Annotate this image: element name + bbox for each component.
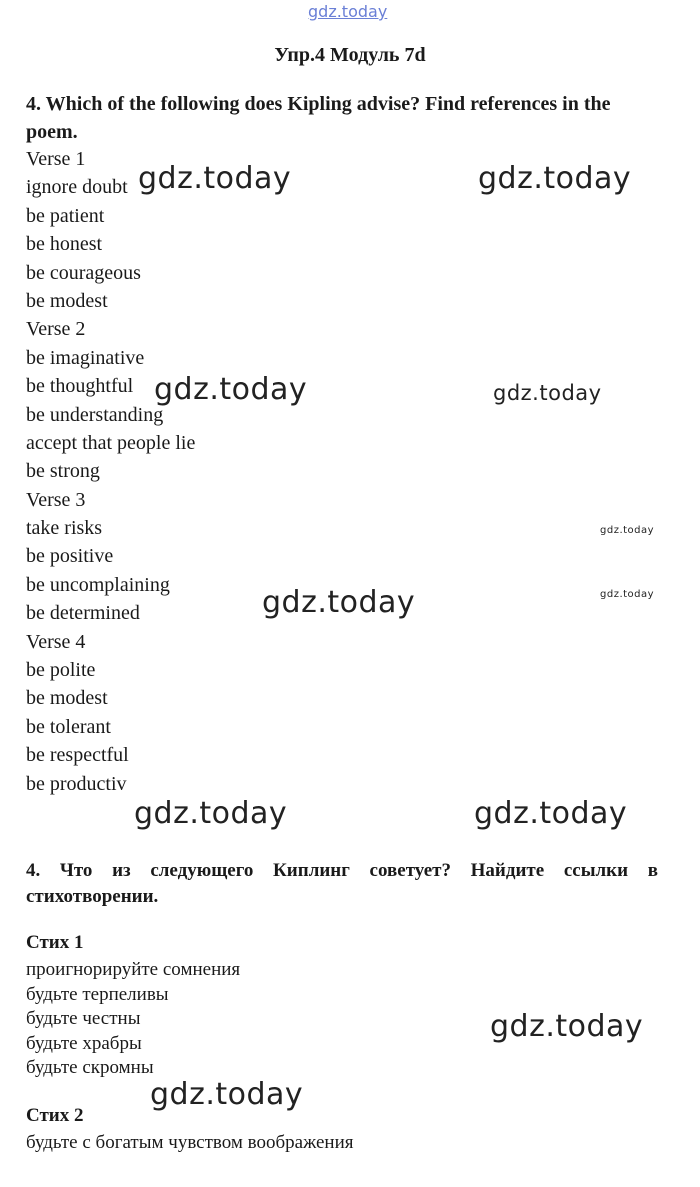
list-item: be patient <box>26 204 105 227</box>
list-item: be thoughtful <box>26 375 134 398</box>
watermark: gdz.today <box>150 1077 304 1112</box>
list-item: be respectful <box>26 744 129 767</box>
list-item: be courageous <box>26 261 141 284</box>
russian-verse-2-title: Стих 2 <box>26 1105 84 1126</box>
russian-verse-1-title: Стих 1 <box>26 932 84 953</box>
watermark: gdz.today <box>490 1009 644 1044</box>
list-item: be modest <box>26 289 108 312</box>
watermark: gdz.today <box>600 525 655 536</box>
watermark: gdz.today <box>474 796 628 831</box>
list-item: будьте скромны <box>26 1057 154 1078</box>
list-item: be honest <box>26 233 103 256</box>
list-item: take risks <box>26 517 103 540</box>
list-item: be strong <box>26 460 100 483</box>
list-item: проигнорируйте сомнения <box>26 959 241 980</box>
watermark: gdz.today <box>600 589 655 600</box>
verse-2-label: Verse 2 <box>26 318 86 341</box>
list-item: ignore doubt <box>26 176 128 199</box>
verse-1-label: Verse 1 <box>26 148 86 170</box>
verse-4-label: Verse 4 <box>26 630 86 653</box>
list-item: be determined <box>26 602 140 625</box>
list-item: be imaginative <box>26 346 145 369</box>
page-title: Упр.4 Модуль 7d <box>274 44 426 66</box>
watermark: gdz.today <box>134 796 288 831</box>
list-item: accept that people lie <box>26 431 196 454</box>
verse-3-label: Verse 3 <box>26 488 86 511</box>
list-item: be understanding <box>26 403 164 426</box>
list-item: be tolerant <box>26 715 111 738</box>
list-item: будьте с богатым чувством воображения <box>26 1132 354 1153</box>
list-item: be polite <box>26 659 96 682</box>
watermark: gdz.today <box>478 161 632 196</box>
list-item: будьте терпеливы <box>26 983 169 1005</box>
list-item: будьте храбры <box>26 1032 142 1054</box>
watermark: gdz.today <box>262 585 416 620</box>
english-answer-list <box>26 146 195 799</box>
watermark: gdz.today <box>154 372 308 407</box>
list-item: будьте честны <box>26 1008 141 1029</box>
list-item: be positive <box>26 545 114 568</box>
list-item: be modest <box>26 687 108 710</box>
watermark: gdz.today <box>493 381 602 405</box>
watermark: gdz.today <box>138 161 292 196</box>
russian-verse-2-list <box>26 1131 354 1156</box>
english-task-heading: 4. Which of the following does Kipling advise? Find references in the poem. <box>26 93 611 143</box>
russian-task-heading: 4. Что из следующего Киплинг советует? Найдите ссылки в стихотворении. <box>26 860 658 907</box>
list-item: be productiv <box>26 772 127 795</box>
list-item: be uncomplaining <box>26 573 170 596</box>
site-link[interactable]: gdz.today <box>308 2 388 21</box>
russian-verse-1-list <box>26 958 240 1081</box>
